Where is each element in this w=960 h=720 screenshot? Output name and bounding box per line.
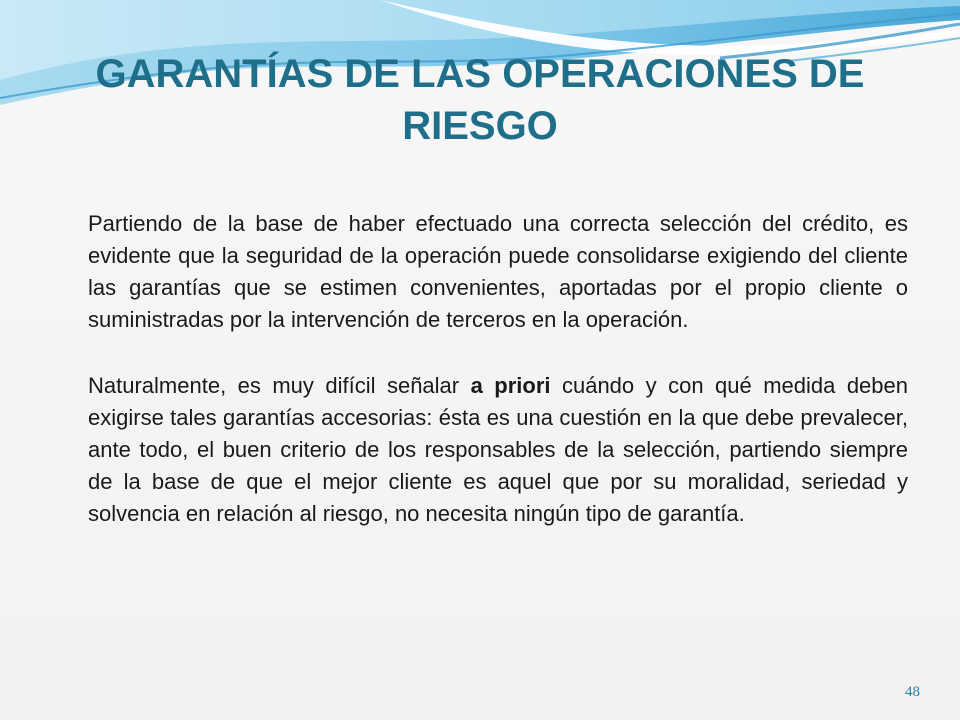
paragraph-1: Partiendo de la base de haber efectuado una correcta selección del crédito, es evidente que la seguridad de la operación puede consolidarse exigiendo del cliente las garantías que se estimen convenientes, aportadas por el propio cliente o suministradas por la intervención de terceros en la operación. [88, 211, 908, 332]
slide-title: GARANTÍAS DE LAS OPERACIONES DE RIESGO [95, 52, 865, 148]
paragraph-2-intro: Naturalmente, es muy difícil señalar [88, 373, 471, 398]
emphasis-a-priori: a priori [470, 373, 551, 398]
paragraph-2 [88, 370, 908, 530]
body-text [88, 208, 908, 530]
paragraph-2-rest: cuándo y con qué medida deben exigirse tales garantías accesorias: ésta es una cuestión en la que debe prevalecer, ante todo, el buen criterio de los responsables de la selección, partiendo siempre de la base de que el mejor cliente es aquel que por su moralidad, seriedad y solvencia en relación al riesgo, no necesita ningún tipo de garantía. [88, 373, 908, 526]
page-number: 48 [905, 684, 920, 700]
